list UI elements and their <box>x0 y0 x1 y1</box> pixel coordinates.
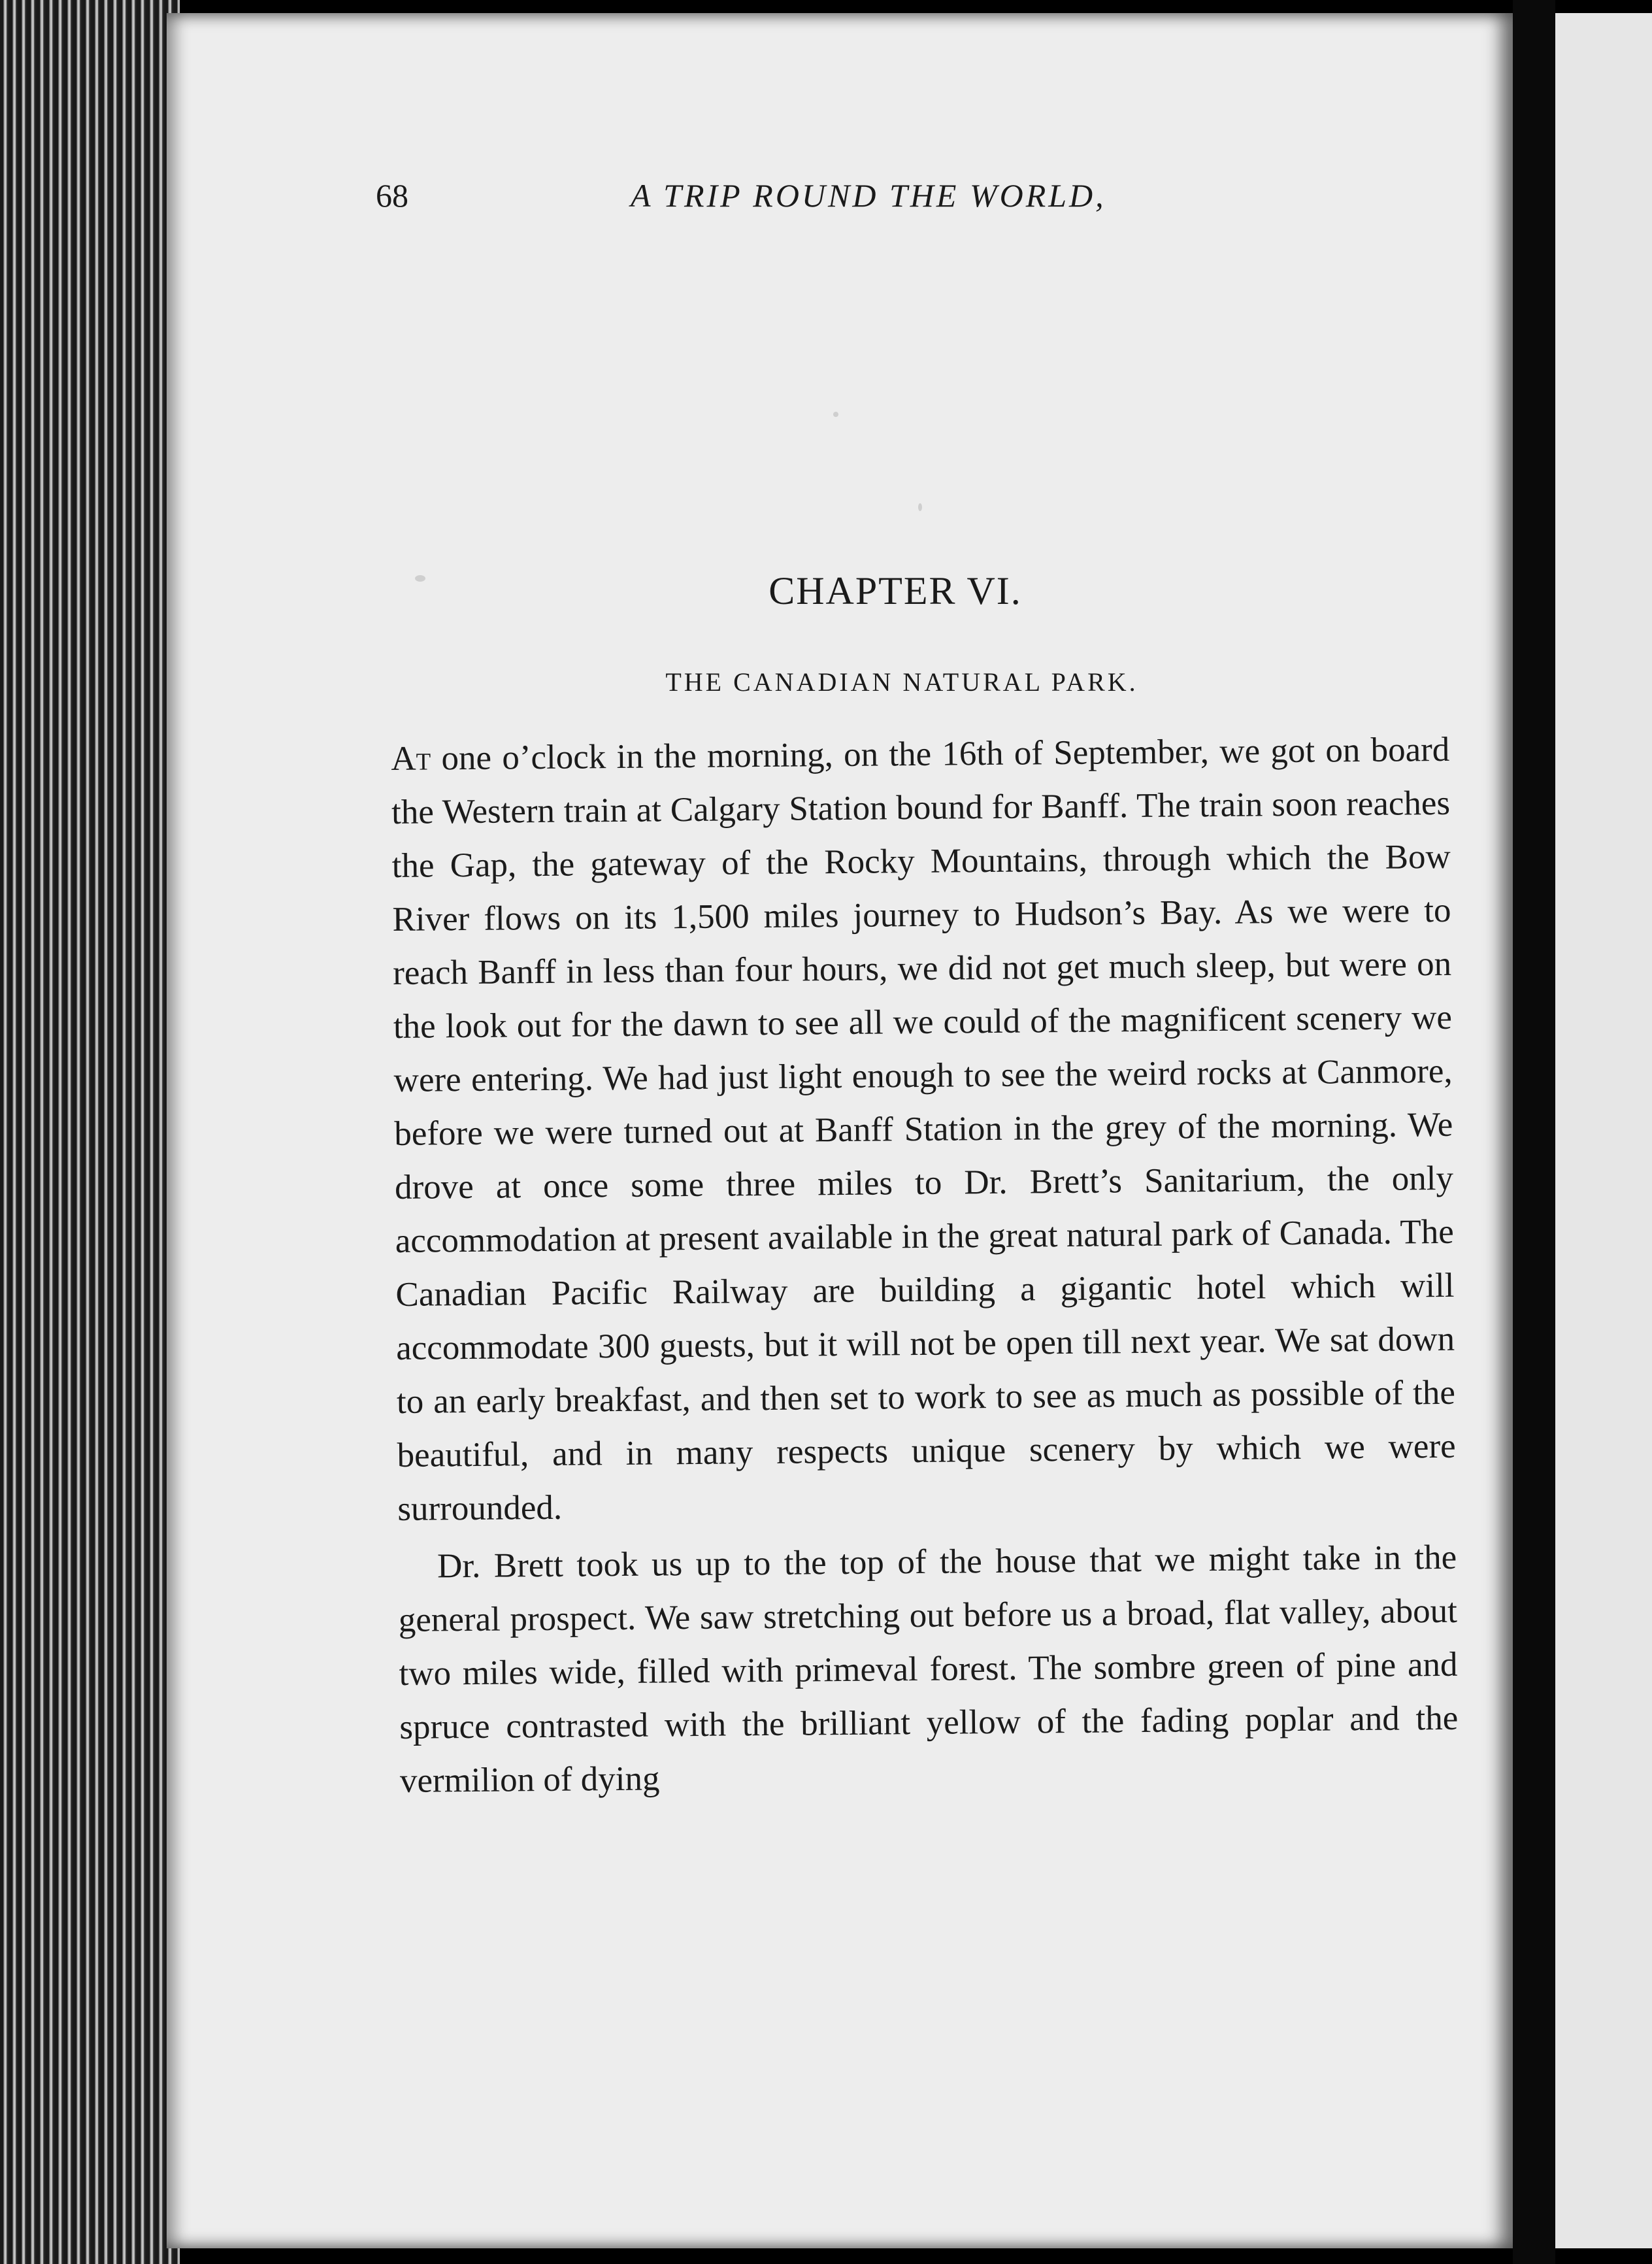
running-title: A TRIP ROUND THE WORLD, <box>631 177 1106 214</box>
paper-speck <box>415 575 425 582</box>
book-page-edges <box>0 0 180 2264</box>
opening-word: At <box>391 739 431 778</box>
body-text <box>391 723 1459 1808</box>
chapter-subtitle: THE CANADIAN NATURAL PARK. <box>665 667 1138 697</box>
paper-speck <box>918 503 922 511</box>
paragraph-2: Dr. Brett took us up to the top of the house that we might take in the general prospect. We saw stretching out before us a broad, flat valley, about two miles wide, filled with primeval forest. The sombre green of pine and spruce contrasted with the brilliant yellow of the fading poplar and the vermilion of dying <box>398 1538 1459 1800</box>
book-gutter <box>1513 0 1555 2264</box>
running-head <box>376 176 1166 216</box>
paper-speck <box>833 412 838 417</box>
paragraph-1-text: one o’clock in the morning, on the 16th of September, we got on board the Western train at Calgary Station bound for Banff. The train soon reaches the Gap, the gateway of the Rocky Mountains, through which the Bow River flows on its 1,500 miles journey to Hudson’s Bay. As we were to reach Banff in less than four hours, we did not get much sleep, but were on the look out for the dawn to see all we could of the magnificent scenery we were entering. We had just light enough to see the weird rocks at Canmore, before we were turned out at Banff Station in the grey of the morning. We drove at once some three miles to Dr. Brett’s Sanitarium, the only accommodation at present available in the great natural park of Canada. The Canadian Pacific Railway are building a gigantic hotel which will accommodate 300 guests, but it will not be open till next year. We sat down to an early breakfast, and then set to work to see as much as possible of the beautiful, and in many respects unique scenery by which we were surrounded. <box>391 730 1456 1528</box>
paragraph-1 <box>391 723 1457 1536</box>
facing-page <box>1555 13 1652 2248</box>
chapter-title: CHAPTER VI. <box>768 569 1022 612</box>
page-number: 68 <box>376 177 408 214</box>
